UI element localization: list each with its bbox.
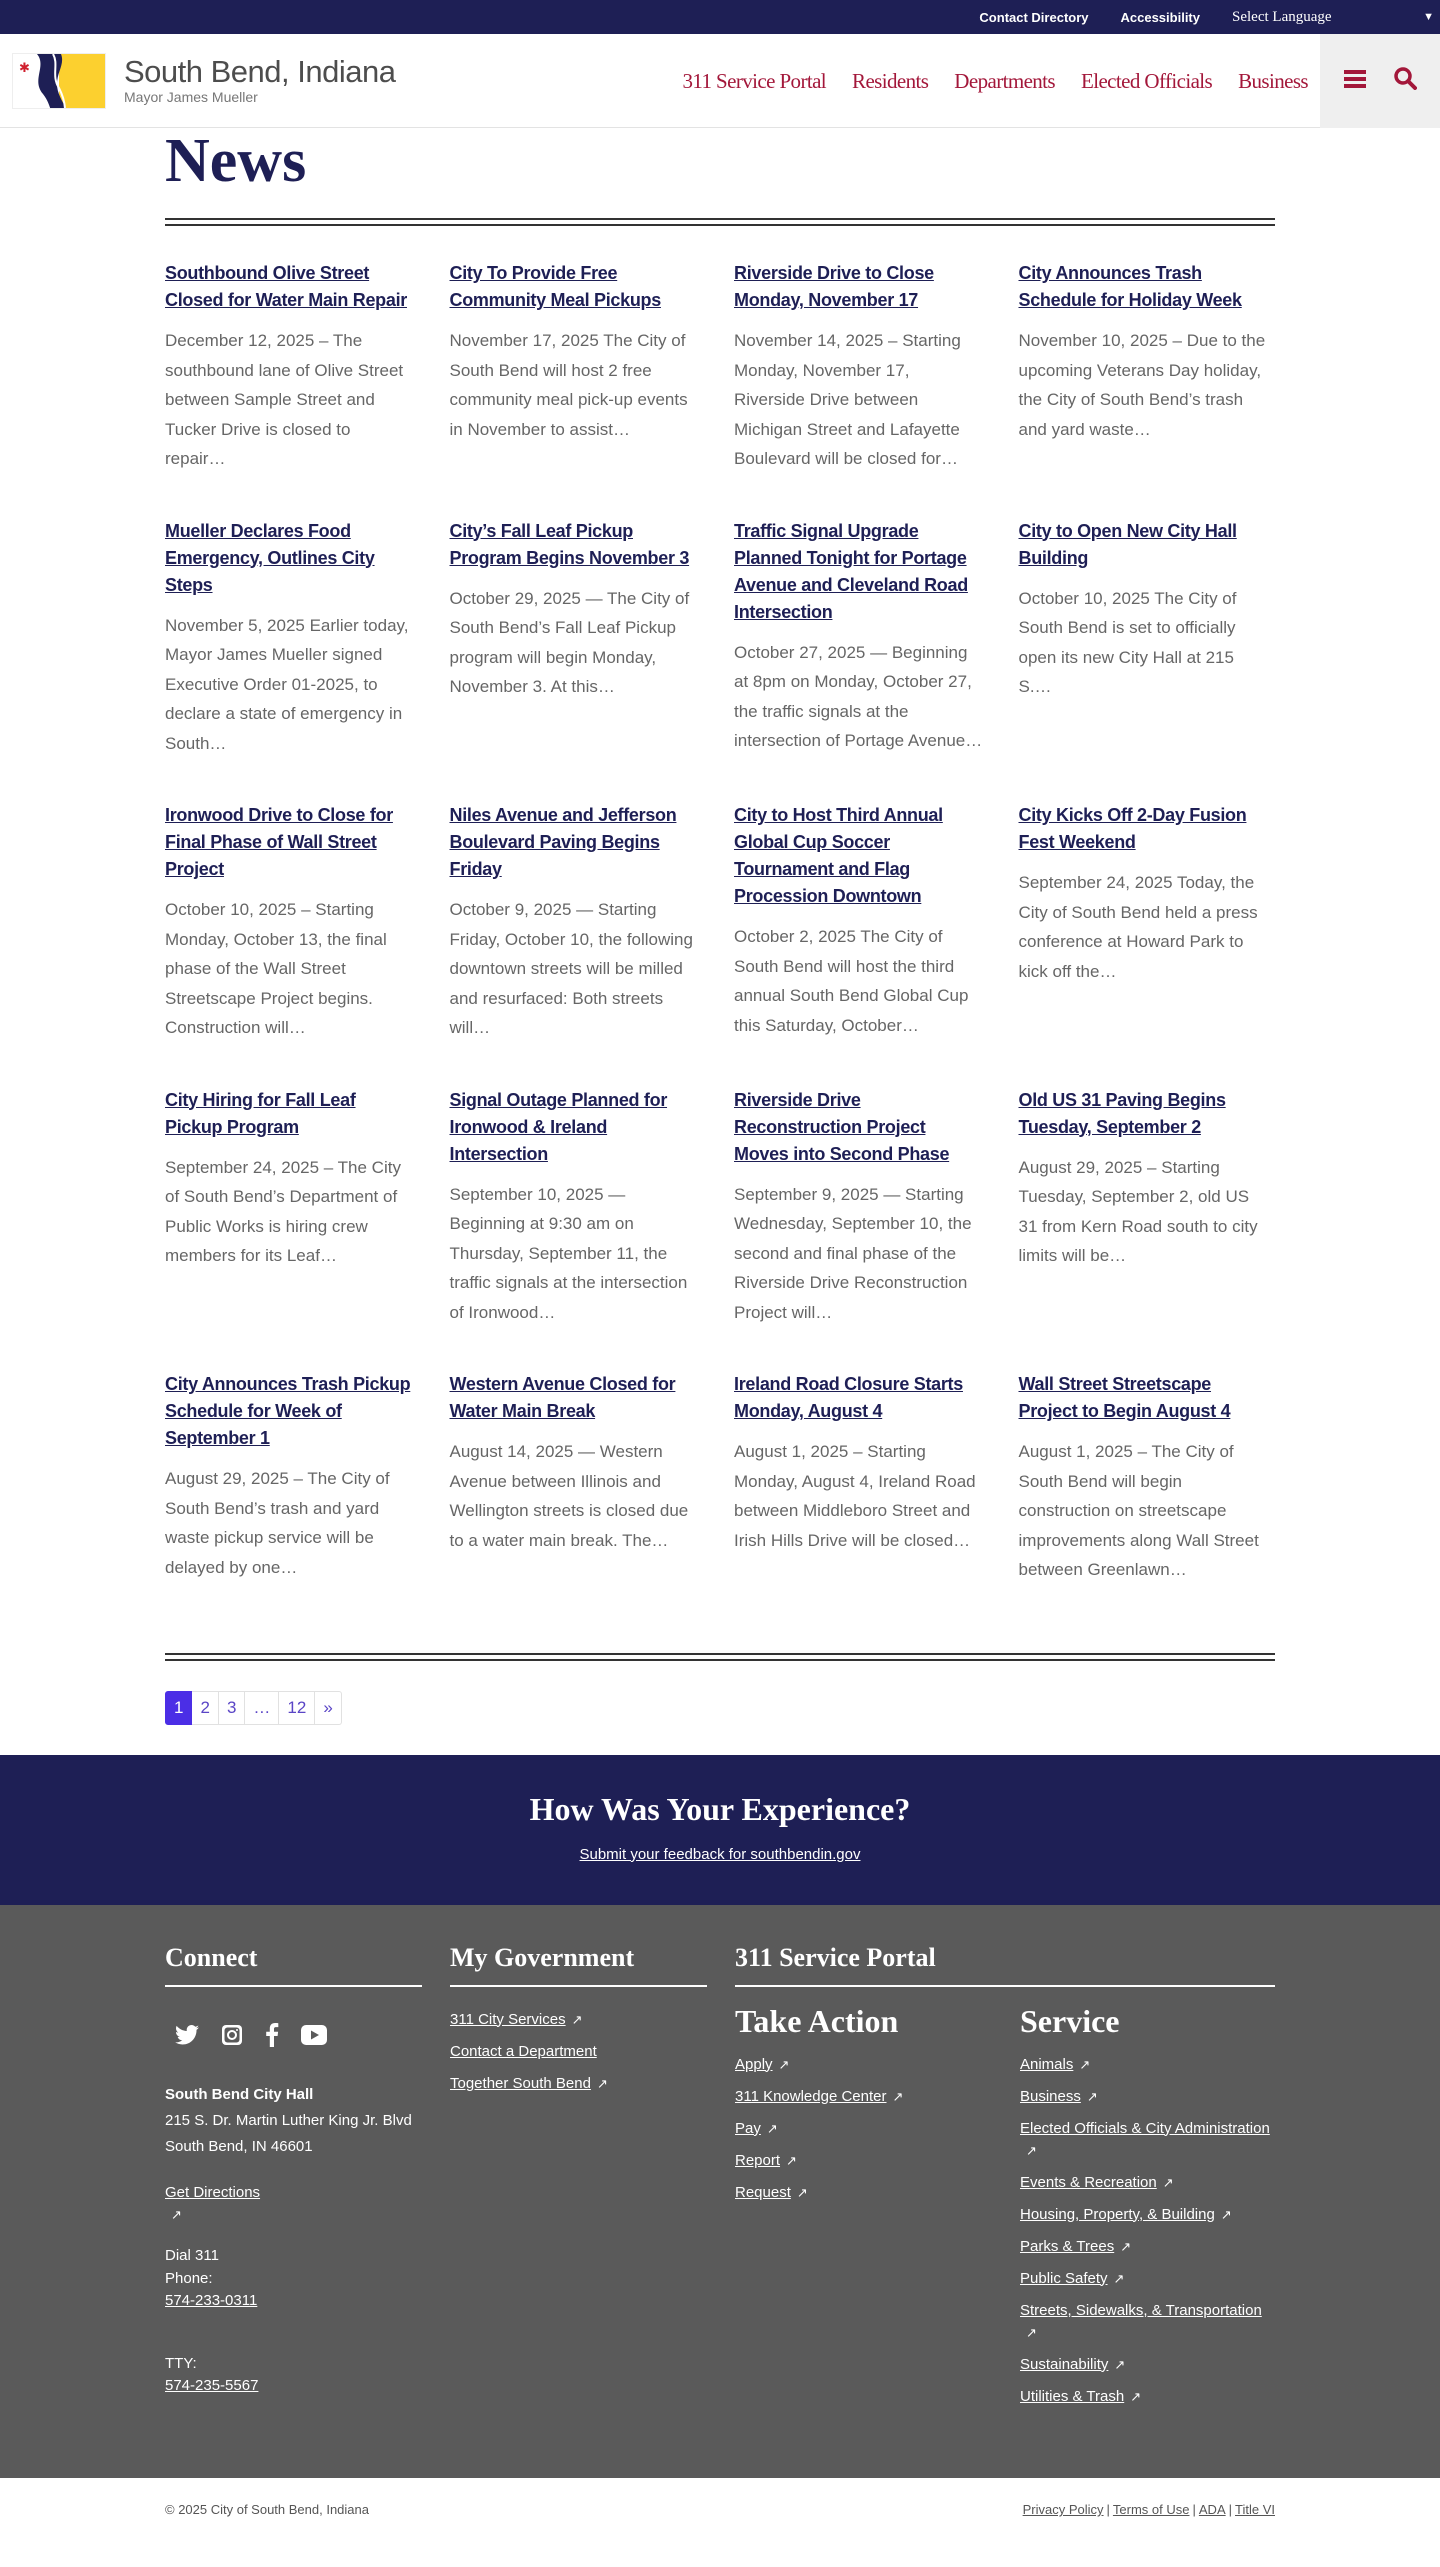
page-ellipsis: …: [245, 1691, 279, 1725]
311-city-services-link[interactable]: [450, 2009, 707, 2031]
nav-elected-officials[interactable]: Elected Officials: [1081, 68, 1213, 93]
page-12-button[interactable]: 12: [279, 1691, 315, 1725]
external-link-icon: ↗: [1114, 2356, 1126, 2372]
external-link-icon: ↗: [1120, 2238, 1132, 2254]
service-streets-link[interactable]: [1020, 2300, 1277, 2344]
site-header: [0, 34, 1440, 128]
address-line-1: 215 S. Dr. Martin Luther King Jr. Blvd: [165, 2111, 412, 2129]
pay-link[interactable]: [735, 2118, 992, 2140]
address-line-2: South Bend, IN 46601: [165, 2137, 313, 2155]
external-link-icon: ↗: [596, 2075, 608, 2091]
divider: [165, 218, 1275, 226]
city-flag-logo: [12, 53, 106, 109]
service-animals-link[interactable]: [1020, 2054, 1277, 2076]
contact-department-link[interactable]: [450, 2041, 707, 2063]
legal-links: Privacy Policy | Terms of Use | ADA | Title VI: [1022, 2502, 1275, 2517]
news-item: [165, 1371, 422, 1585]
take-action-column: [735, 1987, 992, 2418]
nav-business[interactable]: Business: [1238, 68, 1308, 93]
news-item: [450, 1087, 707, 1328]
service-sustainability-link[interactable]: [1020, 2354, 1277, 2376]
footer-government: [450, 1943, 707, 2418]
next-page-button[interactable]: »: [315, 1691, 341, 1725]
chevron-down-icon: ▼: [1423, 11, 1434, 23]
divider: [165, 1653, 1275, 1661]
news-title-link[interactable]: Mueller Declares Food Emergency, Outlines City Steps: [165, 520, 375, 595]
external-link-icon: ↗: [1086, 2088, 1098, 2104]
link-label: Parks & Trees: [1020, 2237, 1115, 2255]
footer-connect: [165, 1943, 422, 2418]
service-elected-officials-link[interactable]: [1020, 2118, 1277, 2162]
news-excerpt: October 29, 2025 — The City of South Bend’s Fall Leaf Pickup program will begin Monday, November 3. At this…: [449, 588, 690, 696]
news-grid: [165, 260, 1275, 1629]
external-link-icon: ↗: [1220, 2206, 1232, 2222]
external-link-icon: ↗: [1113, 2270, 1125, 2286]
external-link-icon: ↗: [778, 2056, 790, 2072]
news-excerpt: September 24, 2025 Today, the City of South Bend held a press conference at Howard Park to kick off the…: [1018, 873, 1258, 981]
feedback-link[interactable]: Submit your feedback for southbendin.gov: [579, 1845, 861, 1863]
link-label: Apply: [735, 2055, 773, 2073]
news-title-link[interactable]: City To Provide Free Community Meal Pickups: [449, 263, 661, 310]
news-item: [1019, 260, 1276, 474]
link-label: Contact a Department: [450, 2042, 597, 2060]
news-item: [165, 1087, 422, 1328]
external-link-icon: ↗: [1130, 2388, 1142, 2404]
footer-connect-title: Connect: [165, 1943, 422, 1987]
link-label: Elected Officials & City Administration: [1020, 2119, 1270, 2137]
news-title-link[interactable]: Traffic Signal Upgrade Planned Tonight for Portage Avenue and Cleveland Road Intersection: [734, 520, 968, 622]
city-hall-name: South Bend City Hall: [165, 2085, 314, 2103]
svg-text:✱: ✱: [19, 60, 30, 76]
site-subtitle: Mayor James Mueller: [124, 89, 258, 105]
copyright-bar: [165, 2478, 1275, 2542]
nav-311-service-portal[interactable]: 311 Service Portal: [682, 68, 827, 93]
link-label: Business: [1020, 2087, 1081, 2105]
news-item: [165, 518, 422, 759]
link-label: Together South Bend: [450, 2074, 591, 2092]
home-logo-link[interactable]: [12, 53, 395, 109]
news-title-link[interactable]: City Kicks Off 2-Day Fusion Fest Weekend: [1018, 805, 1247, 852]
news-item: [734, 1371, 991, 1585]
main-content: [165, 128, 1275, 1725]
external-link-icon: ↗: [571, 2011, 583, 2027]
instagram-icon[interactable]: [221, 2024, 243, 2053]
news-title-link[interactable]: City to Open New City Hall Building: [1018, 520, 1237, 568]
service-public-safety-link[interactable]: [1020, 2268, 1277, 2290]
search-icon[interactable]: [1393, 66, 1417, 97]
site-footer: [0, 1905, 1440, 2478]
link-label: Request: [735, 2183, 791, 2201]
footer-government-title: My Government: [450, 1943, 707, 1987]
news-item: [450, 1371, 707, 1585]
link-label: Housing, Property, & Building: [1020, 2205, 1215, 2223]
service-housing-link[interactable]: [1020, 2204, 1277, 2226]
news-excerpt: August 1, 2025 – The City of South Bend will begin construction on streetscape improvements along Wall Street between Greenlawn…: [1018, 1442, 1259, 1579]
pagination: [165, 1691, 1275, 1725]
external-link-icon: ↗: [766, 2120, 778, 2136]
external-link-icon: ↗: [796, 2184, 808, 2200]
nav-residents[interactable]: Residents: [852, 68, 929, 93]
news-title-link[interactable]: Old US 31 Paving Begins Tuesday, September 2: [1018, 1089, 1226, 1137]
news-title-link[interactable]: Wall Street Streetscape Project to Begin August 4: [1018, 1374, 1231, 1421]
page-title: News: [165, 127, 307, 195]
get-directions-link[interactable]: [165, 2182, 422, 2226]
news-excerpt: October 10, 2025 The City of South Bend is set to officially open its new City Hall at 215 S.…: [1018, 588, 1237, 696]
service-column: [1020, 1987, 1277, 2418]
hamburger-menu-icon[interactable]: [1344, 66, 1366, 97]
service-events-link[interactable]: [1020, 2172, 1277, 2194]
news-item: [450, 260, 707, 474]
title-vi-link[interactable]: Title VI: [1235, 2502, 1275, 2517]
apply-link[interactable]: [735, 2054, 992, 2076]
news-excerpt: November 14, 2025 – Starting Monday, November 17, Riverside Drive between Michigan Street and Lafayette Boulevard will be closed for…: [734, 331, 961, 468]
nav-departments[interactable]: Departments: [954, 68, 1055, 93]
footer-portal: [735, 1943, 1275, 2418]
news-excerpt: November 5, 2025 Earlier today, Mayor James Mueller signed Executive Order 01-2025, to declare a state of emergency in South…: [165, 615, 409, 753]
page-1-button[interactable]: 1: [165, 1691, 192, 1725]
service-utilities-link[interactable]: [1020, 2386, 1277, 2408]
news-title-link[interactable]: City Announces Trash Schedule for Holiday Week: [1018, 263, 1242, 310]
news-excerpt: December 12, 2025 – The southbound lane of Olive Street between Sample Street and Tucker Drive is closed to repair…: [165, 331, 404, 468]
feedback-title: How Was Your Experience?: [529, 1790, 911, 1827]
twitter-icon[interactable]: [175, 2024, 199, 2053]
accessibility-link[interactable]: Accessibility: [1120, 9, 1200, 25]
link-label: Public Safety: [1020, 2269, 1108, 2287]
news-item: [165, 802, 422, 1043]
news-item: [734, 260, 991, 474]
request-link[interactable]: [735, 2182, 992, 2204]
news-excerpt: November 17, 2025 The City of South Bend will host 2 free community meal pick-up events in November to assist…: [449, 331, 688, 439]
link-label: Pay: [735, 2119, 761, 2137]
youtube-icon[interactable]: [301, 2024, 327, 2052]
external-link-icon: ↗: [171, 2206, 182, 2222]
link-label: Sustainability: [1020, 2355, 1109, 2373]
report-link[interactable]: [735, 2150, 992, 2172]
news-excerpt: August 29, 2025 – Starting Tuesday, September 2, old US 31 from Kern Road south to city limits will be…: [1018, 1157, 1258, 1265]
news-title-link[interactable]: Ireland Road Closure Starts Monday, August 4: [734, 1374, 963, 1421]
nav-tools: [1320, 34, 1440, 128]
news-item: [450, 518, 707, 759]
social-links: [175, 2023, 422, 2054]
privacy-policy-link[interactable]: Privacy Policy: [1022, 2502, 1104, 2517]
external-link-icon: ↗: [1079, 2056, 1091, 2072]
news-item: [734, 1087, 991, 1328]
main-nav: [656, 34, 1308, 128]
feedback-banner: [0, 1755, 1440, 1905]
news-item: [734, 802, 991, 1043]
take-action-title: Take Action: [735, 2002, 899, 2039]
news-excerpt: August 29, 2025 – The City of South Bend’s trash and yard waste pickup service will be delayed by one…: [165, 1469, 390, 1577]
news-excerpt: September 24, 2025 – The City of South Bend’s Department of Public Works is hiring crew members for its Leaf…: [165, 1157, 401, 1265]
news-excerpt: September 10, 2025 — Beginning at 9:30 am on Thursday, September 11, the traffic signals at the intersection of Ironwood…: [449, 1184, 688, 1322]
news-item: [1019, 518, 1276, 759]
facebook-icon[interactable]: [265, 2023, 279, 2054]
external-link-icon: ↗: [1162, 2174, 1174, 2190]
news-title-link[interactable]: Western Avenue Closed for Water Main Break: [449, 1374, 676, 1421]
page-2-button[interactable]: 2: [192, 1691, 218, 1725]
news-title-link[interactable]: Signal Outage Planned for Ironwood & Ireland Intersection: [449, 1089, 668, 1164]
tty-label: TTY:: [165, 2354, 197, 2372]
terms-of-use-link[interactable]: Terms of Use: [1112, 2502, 1190, 2517]
news-item: [1019, 1087, 1276, 1328]
site-title: South Bend, Indiana: [124, 54, 396, 89]
external-link-icon: ↗: [786, 2152, 797, 2168]
together-south-bend-link[interactable]: [450, 2073, 707, 2095]
link-label: Streets, Sidewalks, & Transportation: [1020, 2301, 1262, 2319]
dial-311-text: Dial 311: [165, 2246, 219, 2264]
news-title-link[interactable]: Riverside Drive to Close Monday, November 17: [734, 263, 934, 310]
phone-link[interactable]: 574-233-0311: [165, 2291, 258, 2309]
news-item: [165, 260, 422, 474]
knowledge-center-link[interactable]: [735, 2086, 992, 2108]
news-excerpt: October 9, 2025 — Starting Friday, October 10, the following downtown streets will be milled and resurfaced: Both streets will…: [449, 900, 693, 1037]
tty-link[interactable]: 574-235-5567: [165, 2376, 259, 2394]
phone-label: Phone:: [165, 2269, 213, 2287]
news-title-link[interactable]: City’s Fall Leaf Pickup Program Begins November 3: [449, 520, 690, 568]
news-item: [1019, 802, 1276, 1043]
get-directions-label: Get Directions: [165, 2183, 261, 2201]
news-item: [734, 518, 991, 759]
link-label: Report: [735, 2151, 781, 2169]
link-label: Utilities & Trash: [1020, 2387, 1125, 2405]
news-excerpt: October 2, 2025 The City of South Bend will host the third annual South Bend Global Cup this Saturday, October…: [734, 927, 969, 1035]
news-excerpt: August 1, 2025 – Starting Monday, August 4, Ireland Road between Middleboro Street and Irish Hills Drive will be closed…: [734, 1442, 976, 1550]
language-select-label: Select Language: [1232, 8, 1332, 25]
utility-bar: [0, 0, 1440, 34]
link-label: 311 Knowledge Center: [735, 2087, 887, 2105]
footer-portal-title: 311 Service Portal: [735, 1943, 1275, 1987]
news-excerpt: September 9, 2025 — Starting Wednesday, September 10, the second and final phase of the Riverside Drive Reconstruction Project will…: [734, 1184, 972, 1322]
news-excerpt: October 10, 2025 – Starting Monday, October 13, the final phase of the Wall Street Streetscape Project begins. Construction will…: [165, 900, 387, 1037]
copyright-text: © 2025 City of South Bend, Indiana: [165, 2502, 369, 2517]
news-title-link[interactable]: City to Host Third Annual Global Cup Soccer Tournament and Flag Procession Downtown: [734, 805, 943, 906]
service-business-link[interactable]: [1020, 2086, 1277, 2108]
news-title-link[interactable]: City Hiring for Fall Leaf Pickup Program: [165, 1089, 356, 1137]
news-title-link[interactable]: City Announces Trash Pickup Schedule for Week of September 1: [165, 1374, 411, 1448]
external-link-icon: ↗: [892, 2088, 904, 2104]
link-label: 311 City Services: [450, 2010, 566, 2028]
contact-directory-link[interactable]: Contact Directory: [979, 9, 1089, 25]
news-excerpt: August 14, 2025 — Western Avenue between Illinois and Wellington streets is closed due to a water main break. The…: [449, 1442, 689, 1550]
link-label: Events & Recreation: [1020, 2173, 1157, 2191]
news-item: [450, 802, 707, 1043]
external-link-icon: ↗: [1026, 2142, 1037, 2158]
ada-link[interactable]: ADA: [1198, 2502, 1226, 2517]
link-label: Animals: [1020, 2055, 1074, 2073]
news-title-link[interactable]: Riverside Drive Reconstruction Project Moves into Second Phase: [734, 1089, 950, 1164]
service-parks-link[interactable]: [1020, 2236, 1277, 2258]
news-item: [1019, 1371, 1276, 1585]
service-title: Service: [1020, 2002, 1120, 2039]
news-title-link[interactable]: Ironwood Drive to Close for Final Phase of Wall Street Project: [165, 805, 393, 879]
news-title-link[interactable]: Southbound Olive Street Closed for Water Main Repair: [165, 263, 407, 310]
news-title-link[interactable]: Niles Avenue and Jefferson Boulevard Paving Begins Friday: [449, 805, 677, 879]
news-excerpt: October 27, 2025 — Beginning at 8pm on Monday, October 27, the traffic signals at the intersection of Portage Avenue…: [734, 642, 983, 750]
language-select[interactable]: [1232, 9, 1440, 26]
page-3-button[interactable]: 3: [219, 1691, 245, 1725]
external-link-icon: ↗: [1026, 2324, 1037, 2340]
news-excerpt: November 10, 2025 – Due to the upcoming Veterans Day holiday, the City of South Bend’s trash and yard waste…: [1018, 331, 1266, 439]
